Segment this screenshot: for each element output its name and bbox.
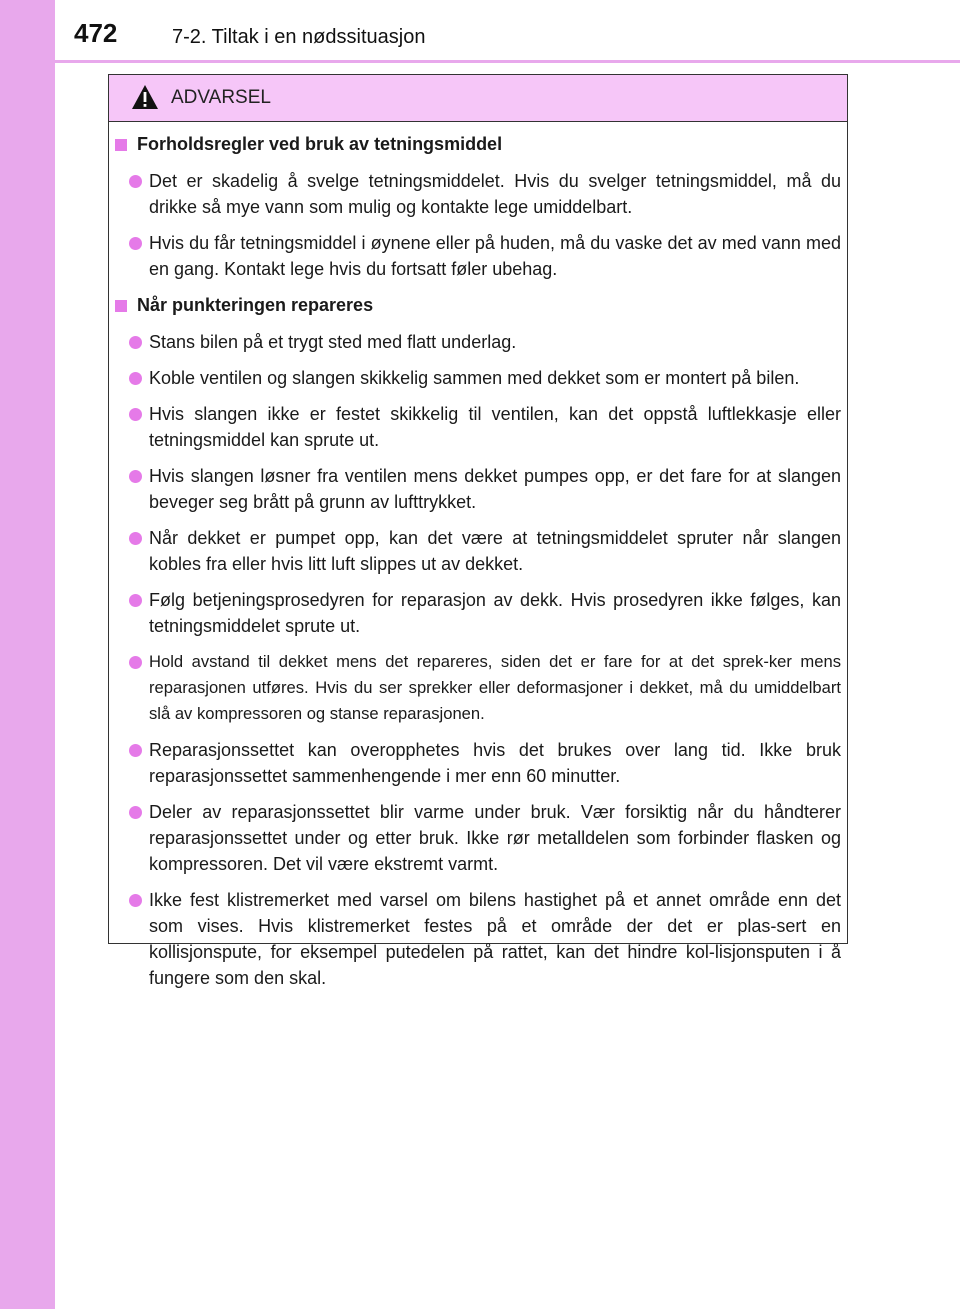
- square-bullet-icon: [115, 300, 127, 312]
- list-item-text: Det er skadelig å svelge tetningsmiddelet. Hvis du svelger tetningsmiddel, må du drikke så mye vann som mulig og kontakte lege umiddelbart.: [149, 171, 841, 217]
- list-item-text: Hold avstand til dekket mens det repareres, siden det er fare for at det sprek-ker mens reparasjonen utføres. Hvis du ser sprekker eller deformasjoner i dekket, må du umiddelbart slå av kompressoren og stanse reparasjonen.: [149, 652, 841, 723]
- list-item: [129, 463, 841, 515]
- section-title: 7-2. Tiltak i en nødssituasjon: [172, 26, 426, 48]
- list-item-text: Hvis slangen løsner fra ventilen mens dekket pumpes opp, er det fare for at slangen beveger seg brått på grunn av lufttrykket.: [149, 466, 841, 512]
- list-item: [129, 329, 841, 355]
- dot-bullet-icon: [129, 532, 142, 545]
- list-item: [129, 365, 841, 391]
- list-item-text: Reparasjonssettet kan overopphetes hvis det brukes over lang tid. Ikke bruk reparasjonssettet sammenhengende i mer enn 60 minutter.: [149, 740, 841, 786]
- square-bullet-icon: [115, 139, 127, 151]
- list-item: [129, 649, 841, 727]
- dot-bullet-icon: [129, 656, 142, 669]
- list-item-text: Koble ventilen og slangen skikkelig sammen med dekket som er montert på bilen.: [149, 368, 800, 388]
- header-rule: [55, 60, 960, 63]
- warning-title: ADVARSEL: [171, 87, 271, 108]
- dot-bullet-icon: [129, 372, 142, 385]
- list-item: [129, 230, 841, 282]
- section-heading-text: Når punkteringen repareres: [137, 295, 374, 315]
- dot-bullet-icon: [129, 336, 142, 349]
- dot-bullet-icon: [129, 744, 142, 757]
- list-item: [129, 887, 841, 991]
- list-item-text: Hvis du får tetningsmiddel i øynene eller på huden, må du vaske det av med vann med en gang. Kontakt lege hvis du fortsatt føler ubehag.: [149, 233, 841, 279]
- section-heading-text: Forholdsregler ved bruk av tetningsmiddel: [137, 134, 503, 154]
- list-item: [129, 401, 841, 453]
- side-color-band: [0, 0, 55, 1309]
- list-item: [129, 799, 841, 877]
- dot-bullet-icon: [129, 894, 142, 907]
- list-item: [129, 737, 841, 789]
- list-item-text: Når dekket er pumpet opp, kan det være at tetningsmiddelet spruter når slangen kobles fra eller hvis litt luft slippes ut av dekket.: [149, 528, 841, 574]
- dot-bullet-icon: [129, 408, 142, 421]
- list-item-text: Følg betjeningsprosedyren for reparasjon av dekk. Hvis prosedyren ikke følges, kan tetningsmiddelet sprute ut.: [149, 590, 841, 636]
- warning-header: [109, 75, 847, 122]
- dot-bullet-icon: [129, 594, 142, 607]
- dot-bullet-icon: [129, 237, 142, 250]
- list-item: [129, 168, 841, 220]
- list-item-text: Deler av reparasjonssettet blir varme under bruk. Vær forsiktig når du håndterer reparasjonssettet under og etter bruk. Ikke rør metalldelen som forbinder flasken og kompressoren. Det vil være ekstremt varmt.: [149, 802, 841, 874]
- list-item-text: Stans bilen på et trygt sted med flatt underlag.: [149, 332, 517, 352]
- list-item-text: Hvis slangen ikke er festet skikkelig til ventilen, kan det oppstå luftlekkasje eller tetningsmiddel kan sprute ut.: [149, 404, 841, 450]
- list-item: [129, 587, 841, 639]
- page-header: [0, 0, 960, 60]
- dot-bullet-icon: [129, 175, 142, 188]
- page-number: 472: [74, 18, 118, 48]
- list-item-text: Ikke fest klistremerket med varsel om bilens hastighet på et annet område enn det som vises. Hvis klistremerket festes på et område der det er plas-sert en kollisjonspute, for eksempel putedelen på rattet, kan det hindre kol-lisjonsputen i å fungere som den skal.: [149, 890, 841, 988]
- dot-bullet-icon: [129, 806, 142, 819]
- section-heading: [115, 131, 849, 158]
- list-item: [129, 525, 841, 577]
- warning-triangle-icon: [131, 84, 159, 110]
- section-heading: [115, 292, 849, 319]
- warning-content: [109, 131, 849, 1001]
- dot-bullet-icon: [129, 470, 142, 483]
- warning-box: [108, 74, 848, 988]
